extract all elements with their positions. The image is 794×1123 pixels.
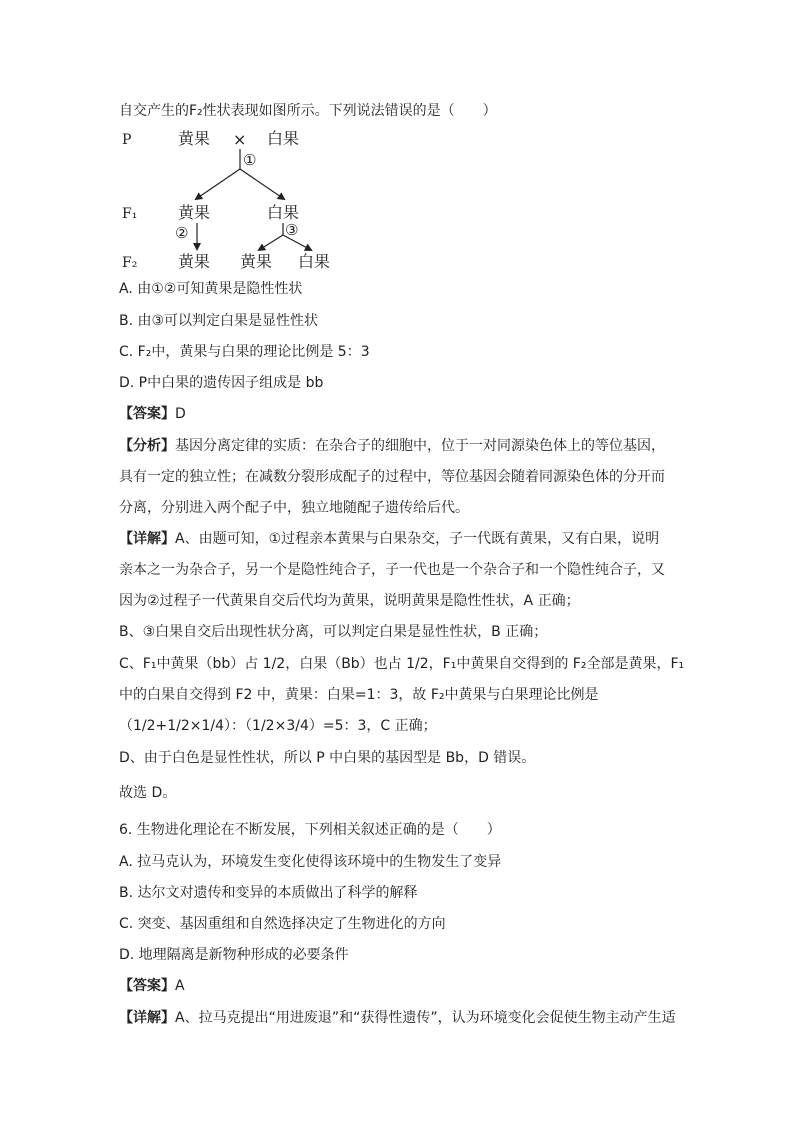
arrow-to-f2-yellow — [259, 235, 283, 250]
q5-analysis-line-2: 具有一定的独立性；在减数分裂形成配子的过程中，等位基因会随着同源染色体的分开而 — [119, 469, 665, 485]
cross-symbol: × — [233, 130, 247, 149]
q5-detail-line-3: 因为②过程子一代黄果自交后代均为黄果，说明黄果是隐性性状，A 正确； — [119, 593, 580, 609]
q5-detail-line-4: B、③白果自交后出现性状分离，可以判定白果是显性性状，B 正确； — [119, 624, 548, 640]
f1-white-label: 白果 — [267, 203, 300, 222]
q5-option-a: A. 由①②可知黄果是隐性性状 — [119, 281, 303, 297]
q5-analysis-line-1 — [119, 436, 665, 456]
q5-analysis-line-3: 分离，分别进入两个配子中，独立地随配子遗传给后代。 — [119, 500, 469, 516]
q6-option-c: C. 突变、基因重组和自然选择决定了生物进化的方向 — [119, 916, 446, 932]
f2-white-label: 白果 — [298, 252, 331, 271]
f1-yellow-label: 黄果 — [178, 203, 211, 222]
q5-option-d: D. P中白果的遗传因子组成是 bb — [119, 375, 324, 391]
q5-detail-line-8: D、由于白色是显性性状，所以 P 中白果的基因型是 Bb，D 错误。 — [119, 750, 536, 766]
step2-marker: ② — [175, 224, 189, 242]
p-yellow-label: 黄果 — [178, 129, 211, 148]
gen-label-p: P — [122, 132, 132, 148]
q5-option-c: C. F₂中，黄果与白果的理论比例是 5：3 — [119, 344, 370, 360]
genetic-cross-diagram — [115, 125, 355, 275]
q5-analysis-text-1: 基因分离定律的实质：在杂合子的细胞中，位于一对同源染色体上的等位基因， — [175, 438, 665, 454]
q5-answer-value: D — [175, 406, 186, 422]
q5-conclusion: 故选 D。 — [119, 785, 177, 801]
q5-detail-text-1: A、由题可知，①过程亲本黄果与白果杂交，子一代既有黄果，又有白果，说明 — [175, 531, 660, 547]
f2-yellow-label-left: 黄果 — [178, 252, 211, 271]
gen-label-f1: F₁ — [122, 206, 138, 222]
q5-answer-line — [119, 404, 186, 424]
q6-detail-text-1: A、拉马克提出“用进废退”和“获得性遗传”，认为环境变化会促使生物主动产生适 — [175, 1010, 676, 1026]
q5-answer-label: 【答案】 — [119, 406, 175, 422]
q6-detail-line-1 — [119, 1008, 676, 1028]
q6-answer-line — [119, 976, 185, 996]
step3-marker: ③ — [285, 221, 299, 239]
cross-diagram-svg — [115, 125, 355, 275]
q5-option-b: B. 由③可以判定白果是显性性状 — [119, 313, 319, 329]
arrow-to-f1-yellow — [196, 169, 240, 199]
q5-detail-line-7: （1/2+1/2×1/4）：（1/2×3/4）=5：3，C 正确； — [119, 718, 437, 734]
q5-intro: 自交产生的F₂性状表现如图所示。下列说法错误的是（ ） — [119, 103, 497, 119]
q6-option-b: B. 达尔文对遗传和变异的本质做出了科学的解释 — [119, 885, 418, 901]
q6-option-d: D. 地理隔离是新物种形成的必要条件 — [119, 947, 349, 963]
q6-detail-label: 【详解】 — [119, 1010, 175, 1026]
q5-detail-line-2: 亲本之一为杂合子，另一个是隐性纯合子，子一代也是一个杂合子和一个隐性纯合子，又 — [119, 562, 665, 578]
p-white-label: 白果 — [267, 129, 300, 148]
q6-answer-value: A — [175, 978, 185, 994]
q5-detail-line-6: 中的白果自交得到 F2 中，黄果：白果=1：3，故 F₂中黄果与白果理论比例是 — [119, 687, 599, 703]
q6-option-a: A. 拉马克认为，环境发生变化使得该环境中的生物发生了变异 — [119, 854, 502, 870]
q5-analysis-label: 【分析】 — [119, 438, 175, 454]
f2-yellow-label-mid: 黄果 — [240, 252, 273, 271]
q6-answer-label: 【答案】 — [119, 978, 175, 994]
gen-label-f2: F₂ — [122, 255, 138, 271]
q5-detail-line-5: C、F₁中黄果（bb）占 1/2，白果（Bb）也占 1/2，F₁中黄果自交得到的 F₂全部是黄果，F₁ — [119, 656, 685, 672]
step1-marker: ① — [243, 151, 257, 169]
arrow-to-f1-white — [240, 169, 284, 199]
q6-stem: 6. 生物进化理论在不断发展，下列相关叙述正确的是（ ） — [119, 822, 501, 838]
q5-detail-line-1 — [119, 529, 659, 549]
q5-detail-label: 【详解】 — [119, 531, 175, 547]
